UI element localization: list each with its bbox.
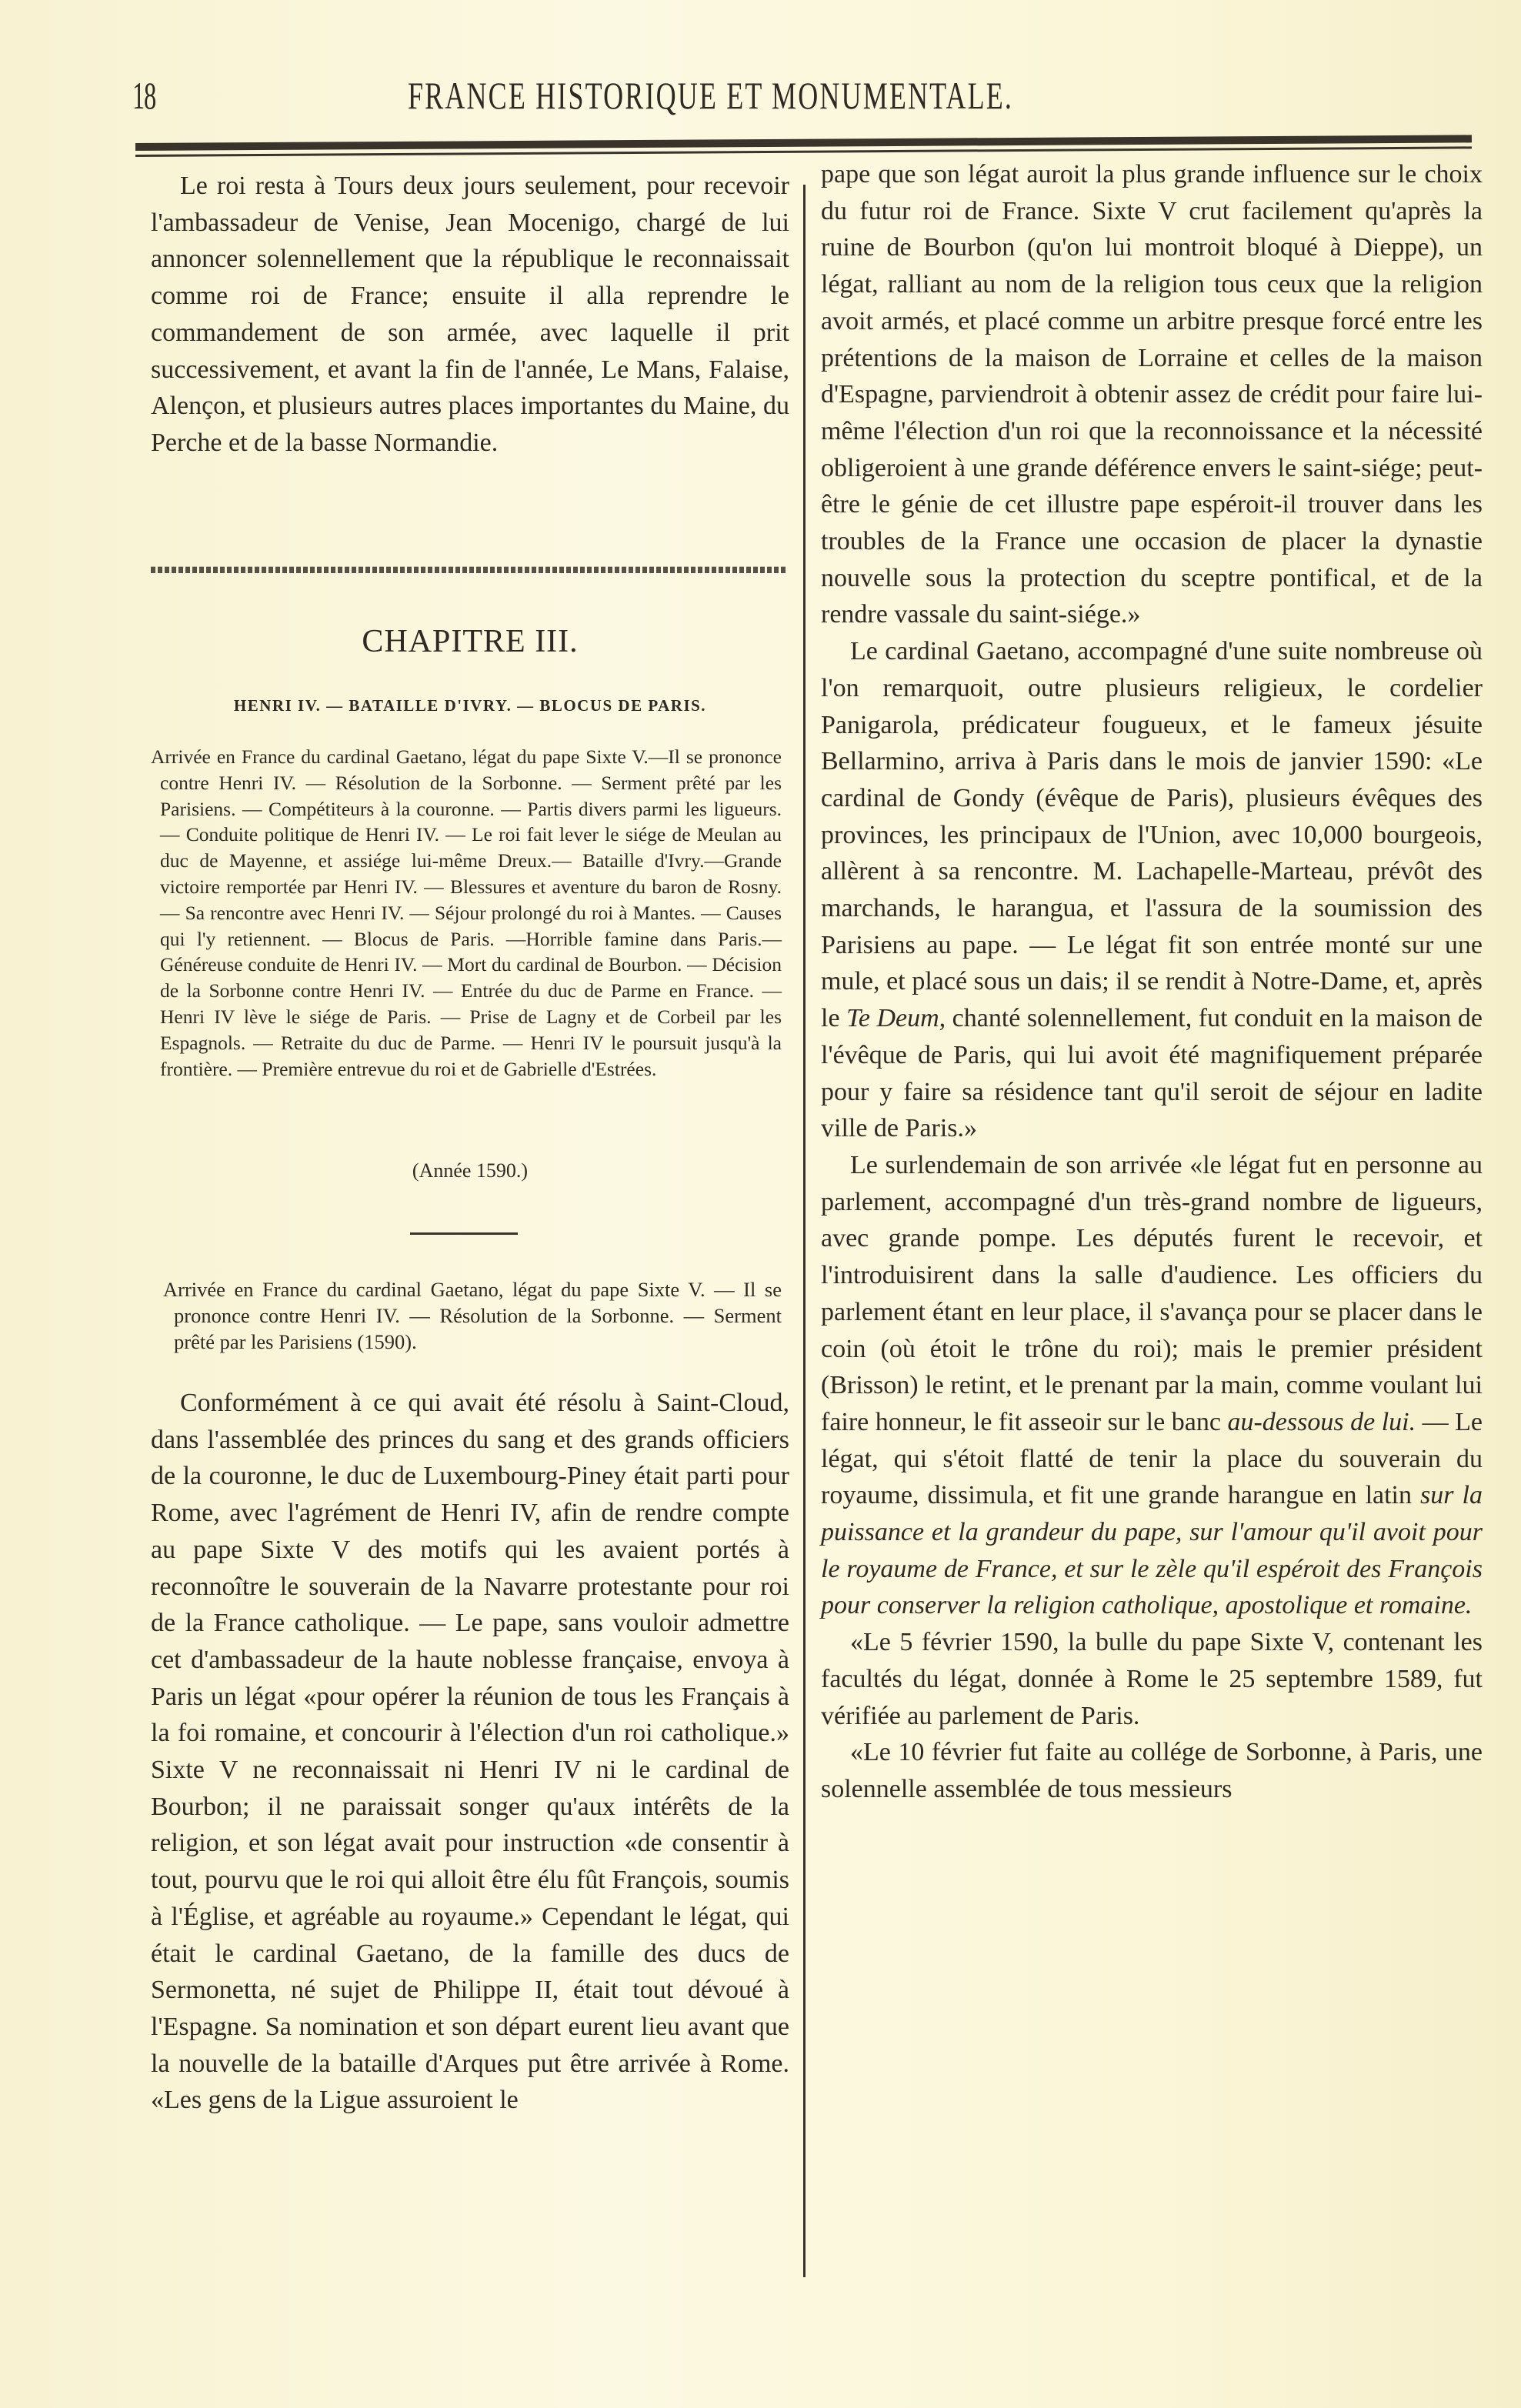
chapter-year: (Année 1590.) [412,1159,529,1182]
column-divider [803,185,806,2277]
right-paragraph-3-b: — Le légat, qui s'étoit flatté de tenir la place du souverain du royaume, dissimula, et fit une grande harangue en latin [821,1407,1483,1510]
right-paragraph-1: pape que son légat auroit la plus grande influence sur le choix du futur roi de France. Sixte V crut facilement qu'après la ruine de Bourbon (qu'on lui montroit bloqué à Dieppe), un légat, ralliant au nom de la religion tous ceux que la religion avoit armés, et placé comme un arbitre presque forcé entre les prétentions de la maison de Lorraine et celles de la maison d'Espagne, parviendroit à obtenir assez de crédit pour faire lui-même l'élection d'un roi que la reconnoissance et la nécessité obligeroient à une grande déférence envers le saint-siége; peut-être le génie de cet illustre pape espéroit-il trouver dans les troubles de la France une occasion de placer la dynastie nouvelle sous la protection du sceptre pontifical, et de la rendre vassale du saint-siége.» [821,160,1483,629]
ornamental-divider [151,562,788,573]
right-paragraph-2-text: Le cardinal Gaetano, accompagné d'une suite nombreuse où l'on remarquoit, outre plusieurs religieux, le cordelier Panigarola, prédicateur fougueux, et le fameux jésuite Bellarmino, arriva à Paris dans le mois de janvier 1590: «Le cardinal de Gondy (évêque de Paris), plusieurs évêques des provinces, les principaux de l'Union, avec 10,000 bourgeois, allèrent à sa rencontre. M. Lachapelle-Marteau, prévôt des marchands, le harangua, et l'assura de la soumission des Parisiens au pape. — Le légat fit son entrée monté sur une mule, et placé sous un dais; il se rendit à Notre-Dame, et, après le [821,637,1483,1033]
opening-paragraph: Le roi resta à Tours deux jours seulement, pour recevoir l'ambassadeur de Venise, Jean Mocenigo, chargé de lui annoncer solennellement que la république le reconnaissait comme roi de France; ensuite il alla reprendre le commandement de son armée, avec laquelle il prit successivement, et avant la fin de l'année, Le Mans, Falaise, Alençon, et plusieurs autres places importantes du Maine, du Perche et de la basse Normandie. [151,172,789,457]
running-title: FRANCE HISTORIQUE ET MONUMENTALE. [408,74,1014,117]
right-paragraph-3-italic-2: sur la puissance et la grandeur du pape, sur l'amour qu'il avoit pour le royaume de France, et sur le zèle qu'il espéroit des François pour conserver la religion catholique, apostolique et romaine. [821,1481,1483,1620]
right-paragraph-3-a: Le surlendemain de son arrivée «le légat fut en personne au parlement, accompagné d'un très-grand nombre de ligueurs, avec grande pompe. Les députés furent le recevoir, et l'introduisirent dans la salle d'audience. Les officiers du parlement étant en leur place, il s'avança pour se placer dans le coin (où étoit le trône du roi); mais le premier président (Brisson) le retint, et le prenant par la main, comme voulant lui faire honneur, le fit asseoir sur le banc [821,1150,1483,1436]
te-deum-italic: Te Deum, [846,1004,946,1033]
right-paragraph-3-italic-1: au-dessous de lui. [1227,1407,1416,1436]
right-paragraph-2-cont: chanté solennellement, fut conduit en la maison de l'évêque de Paris, qui lui avoit été magnifiquement préparée pour y faire sa résidence tant qu'il seroit de séjour en ladite ville de Paris.» [821,1004,1483,1143]
chapter-subtitle: HENRI IV. — BATAILLE D'IVRY. — BLOCUS DE PARIS. [233,696,707,715]
chapter-summary-text: Arrivée en France du cardinal Gaetano, légat du pape Sixte V.—Il se prononce contre Henri IV. — Résolution de la Sorbonne. — Serment prêté par les Parisiens. — Compétiteurs à la couronne. — Partis divers parmi les ligueurs. — Conduite politique de Henri IV. — Le roi fait lever le siége de Meulan au duc de Mayenne, et assiége lui-même Dreux.— Bataille d'Ivry.—Grande victoire remportée par Henri IV. — Blessures et aventure du baron de Rosny. — Sa rencontre avec Henri IV. — Séjour prolongé du roi à Mantes. — Causes qui l'y retiennent. — Blocus de Paris. —Horrible famine dans Paris.— Généreuse conduite de Henri IV. — Mort du cardinal de Bourbon. — Décision de la Sorbonne contre Henri IV. — Entrée du duc de Parme en France. — Henri IV lève le siége de Paris. — Prise de Lagny et de Corbeil par les Espagnols. — Retraite du duc de Parme. — Henri IV le poursuit jusqu'à la frontière. — Première entrevue du roi et de Gabrielle d'Estrées. [151,745,782,1080]
left-column-main [151,1385,789,2119]
right-column [821,156,1483,1808]
left-column-opening [151,168,789,462]
right-paragraph-3 [821,1147,1483,1624]
right-paragraph-2 [821,633,1483,1147]
section-summary [151,1277,782,1355]
page-header [132,73,1209,127]
main-paragraph: Conformément à ce qui avait été résolu à Saint-Cloud, dans l'assemblée des princes du sang et des grands officiers de la couronne, le duc de Luxembourg-Piney était parti pour Rome, avec l'agrément de Henri IV, afin de rendre compte au pape Sixte V des motifs qui les avaient portés à reconnoître le souverain de la Navarre protestante pour roi de la France catholique. — Le pape, sans vouloir admettre cet d'ambassadeur de la haute noblesse française, envoya à Paris un légat «pour opérer la réunion de tous les Français à la foi romaine, et concourir à l'élection d'un roi catholique.» Sixte V ne reconnaissait ni Henri IV ni le cardinal de Bourbon; il ne paraissait songer qu'aux intérêts de la religion, et son légat avait pour instruction «de consentir à tout, pourvu que le roi qui alloit être élu fût François, soumis à l'Église, et agréable au royaume.» Cependant le légat, qui était le cardinal Gaetano, de la famille des ducs de Sermonetta, né sujet de Philippe II, était tout dévoué à l'Espagne. Sa nomination et son départ eurent lieu avant que la nouvelle de la bataille d'Arques put être arrivée à Rome. «Les gens de la Ligue assuroient le [151,1389,789,2115]
section-rule [410,1232,518,1235]
right-paragraph-5: «Le 10 février fut faite au collége de Sorbonne, à Paris, une solennelle assemblée de tous messieurs [821,1738,1483,1803]
page-number: 18 [132,74,155,117]
chapter-summary [151,744,782,1082]
chapter-title: CHAPITRE III. [362,624,579,659]
right-paragraph-4: «Le 5 février 1590, la bulle du pape Sixte V, contenant les facultés du légat, donnée à Rome le 25 septembre 1589, fut vérifiée au parlement de Paris. [821,1628,1483,1730]
section-summary-text: Arrivée en France du cardinal Gaetano, légat du pape Sixte V. — Il se prononce contre Henri IV. — Résolution de la Sorbonne. — Serment prêté par les Parisiens (1590). [163,1278,782,1353]
